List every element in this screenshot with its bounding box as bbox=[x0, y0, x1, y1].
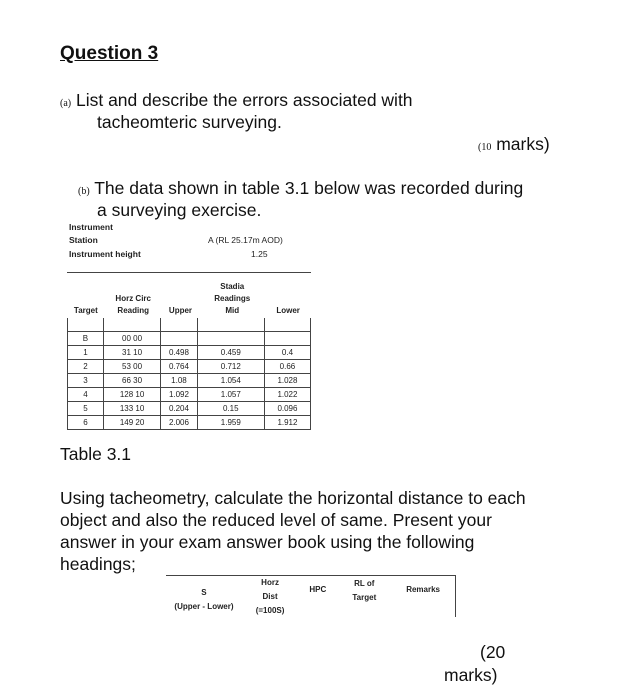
cell-target: 4 bbox=[68, 388, 104, 402]
heading-remarks: Remarks bbox=[406, 585, 440, 594]
heading-horz-line2: Dist bbox=[262, 592, 278, 601]
cell-horz: 128 10 bbox=[103, 388, 160, 402]
cell-upper: 2.006 bbox=[161, 416, 197, 430]
cell-upper: 1.08 bbox=[161, 374, 197, 388]
cell-mid bbox=[197, 332, 264, 346]
table-spacer-row bbox=[68, 318, 311, 332]
station-label: Station bbox=[69, 235, 98, 245]
header-horz-circ bbox=[105, 274, 162, 318]
final-marks-line1: (20 bbox=[480, 642, 506, 662]
part-b-tag: (b) bbox=[78, 186, 90, 197]
cell-horz: 00 00 bbox=[103, 332, 160, 346]
cell-target: 1 bbox=[68, 346, 104, 360]
header-lower: Lower bbox=[276, 306, 300, 315]
cell-mid: 0.459 bbox=[197, 346, 264, 360]
header-horz-circ-line2: Reading bbox=[117, 306, 149, 315]
cell-lower: 1.022 bbox=[264, 388, 310, 402]
cell-horz: 31 10 bbox=[103, 346, 160, 360]
instructions-line1: Using tacheometry, calculate the horizontal distance to each bbox=[60, 488, 526, 508]
cell-mid: 1.057 bbox=[197, 388, 264, 402]
heading-s-line2: (Upper - Lower) bbox=[174, 602, 234, 611]
cell-lower: 0.096 bbox=[264, 402, 310, 416]
part-a-marks bbox=[478, 133, 550, 159]
header-stadia bbox=[199, 274, 265, 318]
header-upper: Upper bbox=[168, 306, 193, 315]
instrument-label: Instrument bbox=[69, 222, 113, 232]
cell-upper bbox=[161, 332, 197, 346]
instructions-line2: object and also the reduced level of same. Present your bbox=[60, 510, 492, 530]
instructions-line3: answer in your exam answer book using the following bbox=[60, 532, 475, 552]
heading-horz-line3: (=100S) bbox=[255, 606, 285, 615]
part-a-tag: (a) bbox=[60, 98, 72, 109]
heading-s-line1: S bbox=[201, 588, 207, 597]
header-target: Target bbox=[73, 306, 98, 315]
cell-target: 5 bbox=[68, 402, 104, 416]
part-a-text1: List and describe the errors associated with bbox=[75, 90, 413, 110]
header-stadia-line1: Stadia bbox=[220, 282, 245, 291]
part-b-line2: a surveying exercise. bbox=[97, 200, 262, 220]
instructions-line4: headings; bbox=[60, 554, 136, 574]
table-row bbox=[68, 388, 311, 402]
cell-mid: 0.712 bbox=[197, 360, 264, 374]
table-row bbox=[68, 360, 311, 374]
question-title: Question 3 bbox=[60, 43, 159, 64]
header-stadia-line2: Readings bbox=[214, 294, 251, 303]
cell-lower bbox=[264, 332, 310, 346]
table-header bbox=[67, 274, 311, 318]
cell-lower: 1.912 bbox=[264, 416, 310, 430]
table-row bbox=[68, 332, 311, 346]
heading-s bbox=[166, 576, 242, 618]
table-row bbox=[68, 346, 311, 360]
header-stadia-line3: Mid bbox=[225, 306, 240, 315]
table-row bbox=[68, 416, 311, 430]
heading-rl-line2: Target bbox=[352, 593, 377, 602]
heading-rl bbox=[337, 576, 391, 618]
part-a-line2: tacheomteric surveying. bbox=[97, 112, 282, 132]
instrument-height-value: 1.25 bbox=[251, 249, 268, 259]
cell-target: 6 bbox=[68, 416, 104, 430]
cell-mid: 1.054 bbox=[197, 374, 264, 388]
cell-target: B bbox=[68, 332, 104, 346]
part-a-marks-word: marks) bbox=[496, 134, 550, 154]
cell-target: 2 bbox=[68, 360, 104, 374]
cell-horz: 133 10 bbox=[103, 402, 160, 416]
cell-lower: 1.028 bbox=[264, 374, 310, 388]
cell-horz: 53 00 bbox=[103, 360, 160, 374]
cell-horz: 149 20 bbox=[103, 416, 160, 430]
heading-horz-dist bbox=[242, 576, 298, 618]
heading-hpc: HPC bbox=[309, 585, 327, 594]
part-a-marks-tag: (10 bbox=[478, 142, 492, 153]
cell-mid: 0.15 bbox=[197, 402, 264, 416]
instrument-height-label: Instrument height bbox=[69, 249, 141, 259]
answer-headings-table bbox=[166, 575, 456, 617]
cell-upper: 1.092 bbox=[161, 388, 197, 402]
table-top-rule bbox=[67, 272, 311, 273]
cell-upper: 0.764 bbox=[161, 360, 197, 374]
final-marks-line2: marks) bbox=[444, 665, 498, 685]
cell-upper: 0.498 bbox=[161, 346, 197, 360]
table-row bbox=[68, 402, 311, 416]
header-horz-circ-line1: Horz Circ bbox=[115, 294, 151, 303]
cell-target: 3 bbox=[68, 374, 104, 388]
part-b-text1: The data shown in table 3.1 below was recorded during bbox=[94, 178, 524, 198]
heading-horz-line1: Horz bbox=[261, 578, 279, 587]
data-table bbox=[67, 318, 311, 430]
cell-lower: 0.4 bbox=[264, 346, 310, 360]
cell-mid: 1.959 bbox=[197, 416, 264, 430]
cell-horz: 66 30 bbox=[103, 374, 160, 388]
cell-upper: 0.204 bbox=[161, 402, 197, 416]
table-row bbox=[68, 374, 311, 388]
station-value: A (RL 25.17m AOD) bbox=[208, 235, 283, 245]
table-caption: Table 3.1 bbox=[60, 444, 132, 464]
heading-rl-line1: RL of bbox=[354, 579, 375, 588]
cell-lower: 0.66 bbox=[264, 360, 310, 374]
